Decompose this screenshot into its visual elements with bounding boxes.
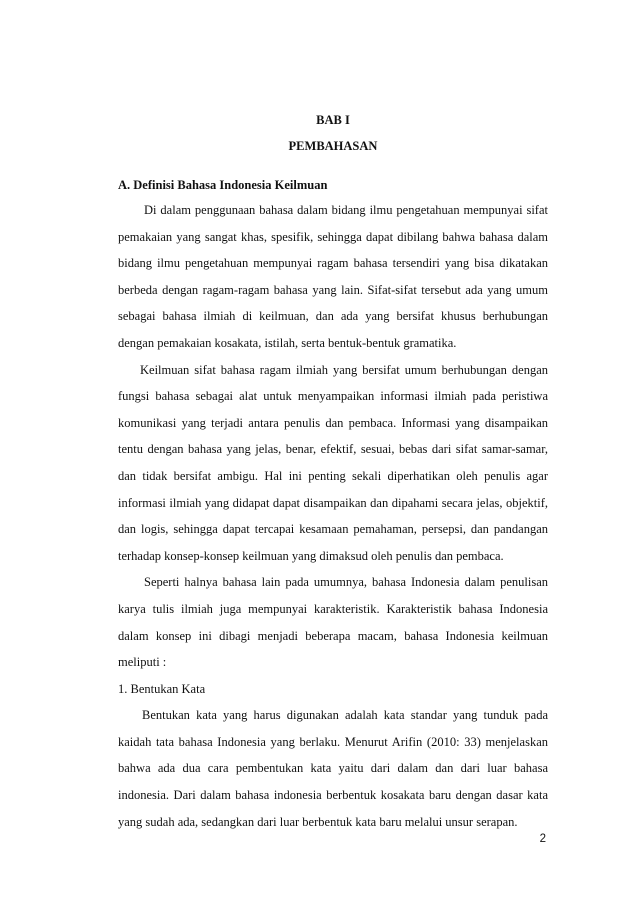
body-paragraph: Seperti halnya bahasa lain pada umumnya, bahasa Indonesia dalam penulisan karya tulis ilmiah juga mempunyai karakteristik. Karakteristik bahasa Indonesia dalam konsep ini dibagi menjadi beberapa macam, bahasa Indonesia keilmuan meliputi : — [118, 575, 548, 670]
body-paragraph: Bentukan kata yang harus digunakan adalah kata standar yang tunduk pada kaidah tata bahasa Indonesia yang berlaku. Menurut Arifin (2010: 33) menjelaskan bahwa ada dua cara pembentukan kata yaitu dari dalam dan dari luar bahasa indonesia. Dari dalam bahasa indonesia berbentuk kosakata baru dengan dasar kata yang sudah ada, sedangkan dari luar berbentuk kata baru melalui unsur serapan. — [118, 708, 548, 829]
page-number: 2 — [539, 833, 546, 845]
body-paragraph: Di dalam penggunaan bahasa dalam bidang ilmu pengetahuan mempunyai sifat pemakaian yang sangat khas, spesifik, sehingga dapat dibilang bahwa bahasa dalam bidang ilmu pengetahuan mempunyai ragam bahasa tersendiri yang bisa dikatakan berbeda dengan ragam-ragam bahasa yang lain. Sifat-sifat tersebut ada yang umum sebagai bahasa ilmiah di keilmuan, dan ada yang bersifat khusus berhubungan dengan pemakaian kosakata, istilah, serta bentuk-bentuk gramatika. — [118, 203, 548, 350]
subsection-heading: 1. Bentukan Kata — [118, 681, 206, 696]
section-heading: A. Definisi Bahasa Indonesia Keilmuan — [118, 178, 328, 192]
body-paragraph: Keilmuan sifat bahasa ragam ilmiah yang bersifat umum berhubungan dengan fungsi bahasa sebagai alat untuk menyampaikan informasi ilmiah pada peristiwa komunikasi yang terjadi antara penulis dan pembaca. Informasi yang disampaikan tentu dengan bahasa yang jelas, benar, efektif, sesuai, bebas dari sifat samar-samar, dan tidak bersifat ambigu. Hal ini penting sekali diperhatikan oleh penulis agar informasi ilmiah yang didapat dapat disampaikan dan dipahami secara jelas, objektif, dan logis, sehingga dapat tercapai kesamaan pemahaman, persepsi, dan pandangan terhadap konsep-konsep keilmuan yang dimaksud oleh penulis dan pembaca. — [118, 362, 548, 563]
chapter-number: BAB I — [316, 113, 350, 127]
document-body — [118, 197, 548, 835]
chapter-title: PEMBAHASAN — [288, 139, 378, 153]
